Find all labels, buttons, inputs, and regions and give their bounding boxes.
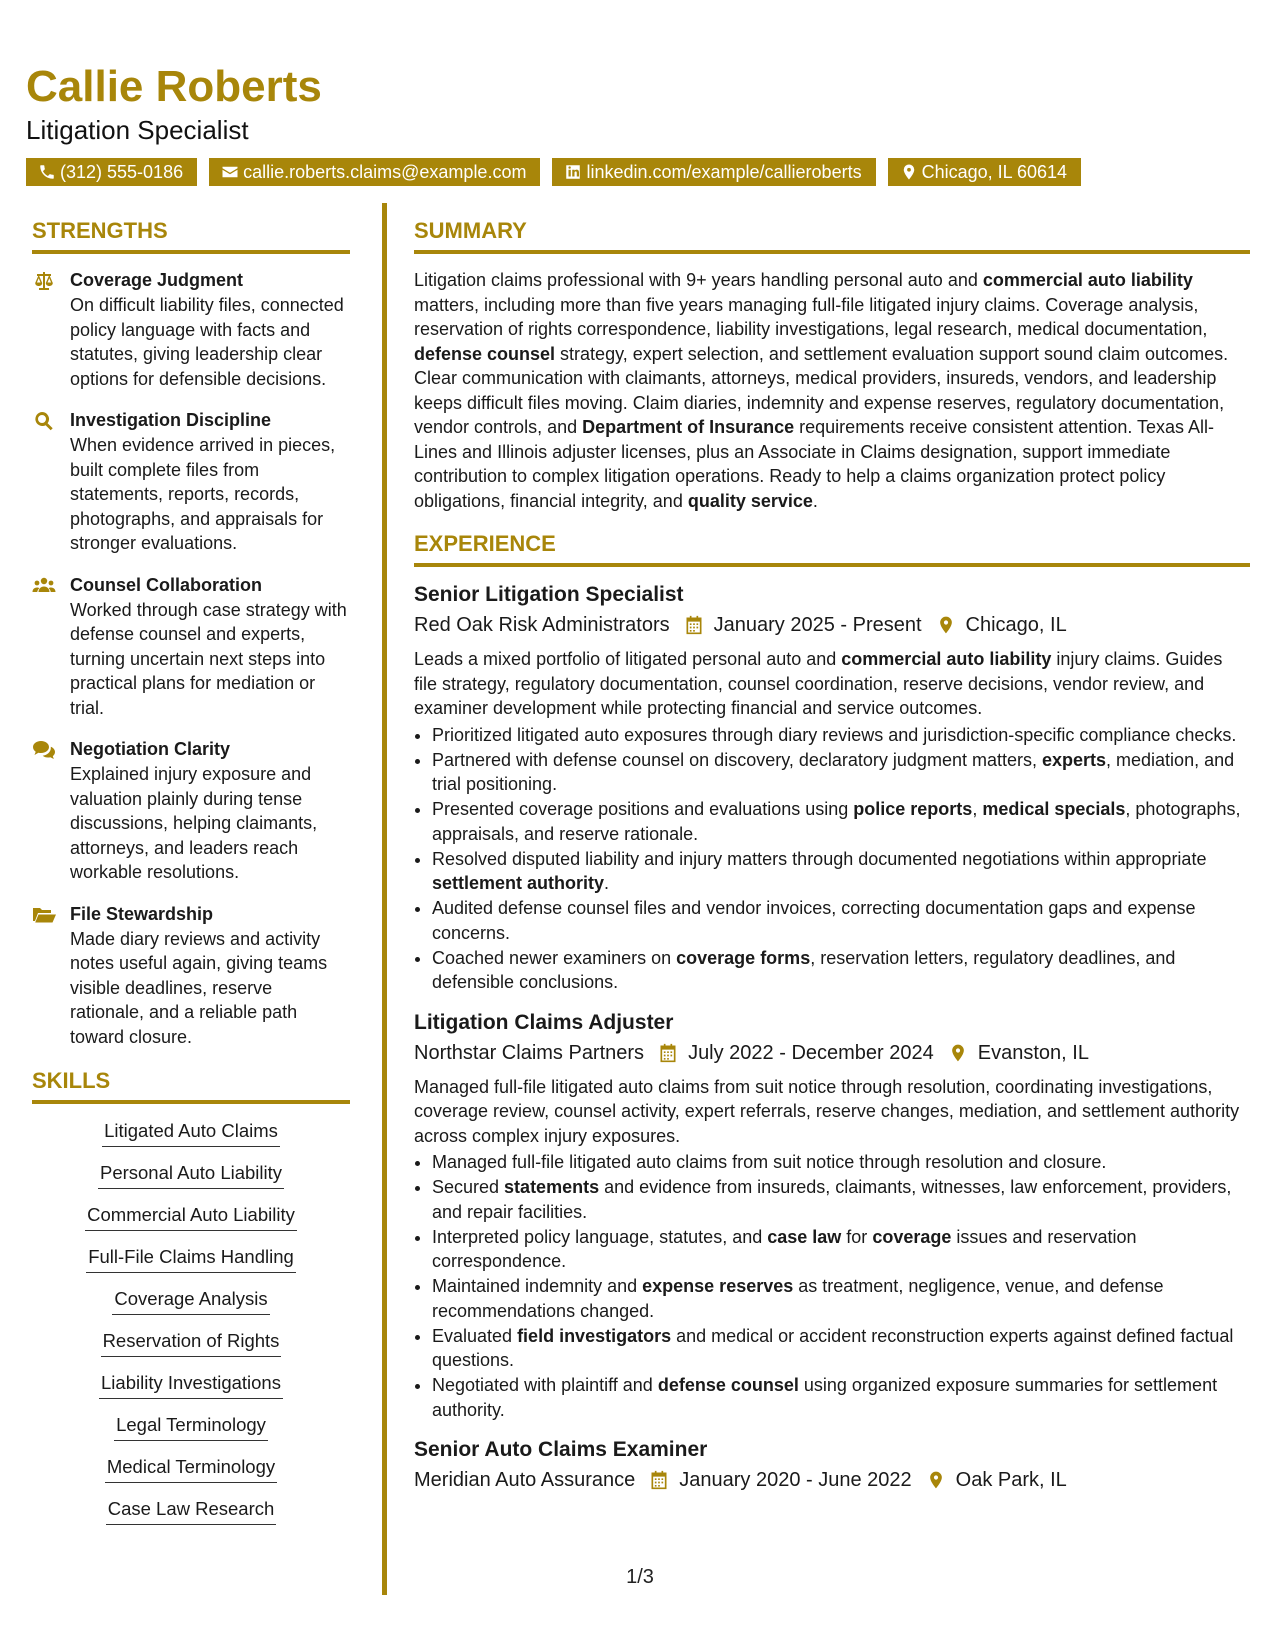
job-bullet: • Resolved disputed liability and injury matters through documented negotiations within appropriate settlement authority. (432, 847, 1250, 896)
right-column (414, 216, 1250, 1510)
calendar-icon (649, 1470, 669, 1490)
contact-linkedin[interactable] (552, 158, 875, 186)
job-dates: July 2022 - December 2024 (688, 1041, 934, 1064)
job-company: Northstar Claims Partners (414, 1041, 645, 1064)
job-bullet: • Managed full-file litigated auto claims from suit notice through resolution and closure. (432, 1150, 1250, 1175)
job-meta (414, 609, 1250, 641)
strength-title: Negotiation Clarity (70, 739, 231, 759)
resume-header (26, 60, 1256, 186)
strength-desc: On difficult liability files, connected policy language with facts and statutes, giving leadership clear options for defensible decisions. (70, 295, 344, 389)
strength-desc: Explained injury exposure and valuation plainly during tense discussions, helping claimants, attorneys, and leaders reach workable resolutions. (70, 764, 318, 882)
job-company: Meridian Auto Assurance (414, 1469, 636, 1491)
strength-desc: Worked through case strategy with defense counsel and experts, turning uncertain next steps into practical plans for mediation or trial. (70, 599, 347, 718)
job-bullet: • Presented coverage positions and evaluations using police reports, medical specials, photographs, appraisals, and reserve rationale. (432, 797, 1250, 846)
skill-item: Legal Terminology (32, 1412, 350, 1441)
contact-phone[interactable] (26, 158, 197, 186)
job-title: Litigation Claims Adjuster (414, 1010, 674, 1034)
skills-list (32, 1118, 350, 1525)
balance-scale-icon (32, 270, 56, 292)
comments-icon (32, 739, 56, 761)
contact-location-text: Chicago, IL 60614 (921, 162, 1068, 182)
strength-item (32, 408, 350, 556)
job-location: Oak Park, IL (955, 1469, 1067, 1491)
calendar-icon (658, 1043, 678, 1063)
folder-open-icon (32, 904, 56, 926)
job-dates: January 2020 - June 2022 (679, 1469, 912, 1491)
job-bullet: • Evaluated field investigators and medical or accident reconstruction experts against defined factual questions. (432, 1324, 1250, 1373)
job-dates: January 2025 - Present (713, 614, 922, 636)
job-bullet: • Coached newer examiners on coverage forms, reservation letters, regulatory deadlines, and defensible conclusions. (432, 946, 1250, 995)
job-meta (414, 1464, 1250, 1496)
job-bullet: • Negotiated with plaintiff and defense counsel using organized exposure summaries for settlement authority. (432, 1373, 1250, 1422)
map-pin-icon (948, 1043, 968, 1063)
job-bullet: • Secured statements and evidence from insureds, claimants, witnesses, law enforcement, providers, and repair facilities. (432, 1175, 1250, 1224)
job-description: Leads a mixed portfolio of litigated personal auto and commercial auto liability injury claims. Guides file strategy, regulatory documentation, counsel coordination, reserve decisions, vendor review, and examiner development while protecting financial and service outcomes. (414, 649, 1223, 718)
contact-linkedin-text: linkedin.com/example/callieroberts (586, 162, 862, 182)
skill-item: Medical Terminology (32, 1454, 350, 1483)
job-entry (414, 581, 1250, 995)
job-bullets (414, 1150, 1250, 1422)
linkedin-icon (564, 163, 582, 181)
job-bullet: • Maintained indemnity and expense reserves as treatment, negligence, venue, and defense recommendations changed. (432, 1274, 1250, 1323)
skills-heading: SKILLS (32, 1066, 350, 1104)
envelope-icon (221, 163, 239, 181)
job-entry (414, 1436, 1250, 1496)
candidate-title: Litigation Specialist (26, 115, 249, 145)
users-icon (32, 575, 56, 597)
job-bullet: • Partnered with defense counsel on discovery, declaratory judgment matters, experts, mediation, and trial positioning. (432, 748, 1250, 797)
skill-item: Litigated Auto Claims (32, 1118, 350, 1147)
skill-item: Personal Auto Liability (32, 1160, 350, 1189)
experience-heading: EXPERIENCE (414, 529, 1250, 567)
contact-location (888, 158, 1081, 186)
contact-email[interactable] (209, 158, 540, 186)
job-bullet: • Prioritized litigated auto exposures through diary reviews and jurisdiction-specific compliance checks. (432, 723, 1250, 748)
strength-item (32, 268, 350, 391)
search-icon (32, 410, 56, 432)
strength-item (32, 573, 350, 721)
job-location: Chicago, IL (965, 614, 1067, 636)
strength-title: Coverage Judgment (70, 270, 244, 290)
job-bullet: • Interpreted policy language, statutes, and case law for coverage issues and reservation correspondence. (432, 1225, 1250, 1274)
job-company: Red Oak Risk Administrators (414, 614, 670, 636)
phone-icon (38, 163, 56, 181)
job-bullets (414, 723, 1250, 995)
job-location: Evanston, IL (977, 1041, 1089, 1064)
skill-item: Commercial Auto Liability (32, 1202, 350, 1231)
strengths-heading: STRENGTHS (32, 216, 350, 254)
page-number: 1/3 (626, 1566, 654, 1588)
contact-phone-text: (312) 555-0186 (60, 162, 184, 182)
candidate-name: Callie Roberts (26, 62, 322, 111)
job-title: Senior Auto Claims Examiner (414, 1438, 708, 1461)
strength-item (32, 902, 350, 1050)
strength-title: Counsel Collaboration (70, 574, 263, 595)
map-pin-icon (926, 1470, 946, 1490)
job-entry (414, 1009, 1250, 1423)
strength-desc: Made diary reviews and activity notes useful again, giving teams visible deadlines, reserve rationale, and a reliable path toward closure. (70, 928, 328, 1047)
skill-item: Reservation of Rights (32, 1328, 350, 1357)
contact-bar (26, 158, 1256, 186)
job-bullet: • Audited defense counsel files and vendor invoices, correcting documentation gaps and expense concerns. (432, 896, 1250, 945)
skill-item: Case Law Research (32, 1496, 350, 1525)
job-title: Senior Litigation Specialist (414, 583, 684, 606)
strength-item (32, 737, 350, 885)
strength-title: File Stewardship (70, 903, 214, 924)
job-meta (414, 1037, 1250, 1069)
skill-item: Coverage Analysis (32, 1286, 350, 1315)
strength-title: Investigation Discipline (70, 410, 272, 430)
skill-item: Liability Investigations (32, 1370, 350, 1399)
strength-desc: When evidence arrived in pieces, built complete files from statements, reports, records, photographs, and appraisals for stronger evaluations. (70, 435, 336, 553)
left-column (32, 216, 350, 1538)
summary-text: Litigation claims professional with 9+ years handling personal auto and commercial auto liability matters, including more than five years managing full-file litigated injury claims. Coverage analysis, reservation of rights correspondence, liability investigations, legal research, medical documentation, defense counsel strategy, expert selection, and settlement evaluation support sound claim outcomes. Clear communication with claimants, attorneys, medical providers, insureds, vendors, and leadership keeps difficult files moving. Claim diaries, indemnity and expense reserves, regulatory documentation, vendor controls, and Department of Insurance requirements receive consistent attention. Texas All-Lines and Illinois adjuster licenses, plus an Associate in Claims designation, support immediate contribution to complex litigation operations. Ready to help a claims organization protect policy obligations, financial integrity, and quality service. (414, 270, 1229, 511)
contact-email-text: callie.roberts.claims@example.com (243, 162, 527, 182)
map-pin-icon (900, 163, 918, 181)
job-description: Managed full-file litigated auto claims from suit notice through resolution, coordinating investigations, coverage review, counsel activity, expert referrals, reserve changes, mediation, and settlement authority across complex injury exposures. (414, 1076, 1240, 1146)
summary-heading: SUMMARY (414, 216, 1250, 254)
skill-item: Full-File Claims Handling (32, 1244, 350, 1273)
map-pin-icon (936, 615, 956, 635)
calendar-icon (684, 615, 704, 635)
column-divider (382, 203, 387, 1595)
